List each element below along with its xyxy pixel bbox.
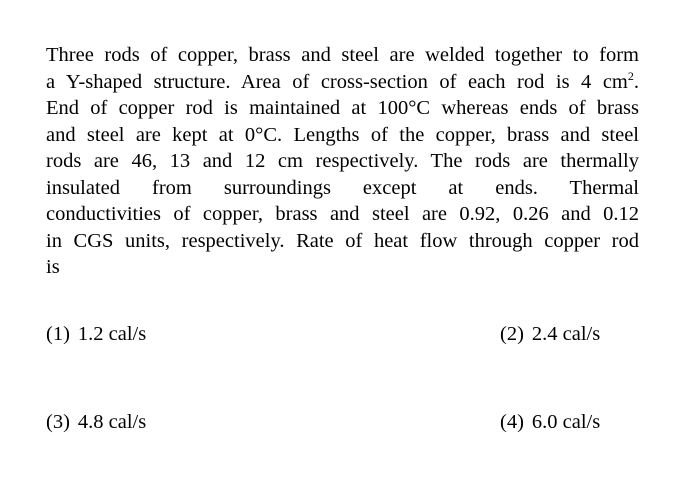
- area-exponent: 2: [627, 68, 634, 83]
- option-2-number: (2): [500, 323, 524, 345]
- option-3-number: (3): [46, 411, 70, 433]
- question-text: [46, 42, 639, 281]
- option-4-number: (4): [500, 411, 524, 433]
- question-line: insulated from surroundings except at ends. Thermal: [46, 176, 639, 199]
- option-1-text: 1.2 cal/s: [77, 323, 147, 345]
- option-1-number: (1): [46, 323, 70, 345]
- question-line: rods are 46, 13 and 12 cm respectively. The rods are thermally: [46, 150, 639, 172]
- option-2-text: 2.4 cal/s: [531, 323, 601, 345]
- option-4-text: 6.0 cal/s: [531, 411, 601, 433]
- question-line: conductivities of copper, brass and steel are 0.92, 0.26 and 0.12: [46, 203, 639, 225]
- area-suffix: .: [633, 70, 639, 93]
- option-1[interactable]: [46, 322, 146, 346]
- question-line: is: [46, 256, 60, 278]
- option-4[interactable]: [500, 410, 600, 434]
- question-line-text: a Y-shaped structure. Area of cross-section of each rod is 4 cm: [46, 70, 628, 93]
- question-line: and steel are kept at 0°C. Lengths of the copper, brass and steel: [46, 123, 639, 146]
- question-line: Three rods of copper, brass and steel are welded together to form: [46, 44, 639, 66]
- question-line: in CGS units, respectively. Rate of heat flow through copper rod: [46, 229, 639, 252]
- option-3[interactable]: [46, 410, 146, 434]
- option-3-text: 4.8 cal/s: [77, 411, 147, 433]
- question-line: [46, 69, 639, 96]
- question-line: End of copper rod is maintained at 100°C whereas ends of brass: [46, 97, 639, 119]
- option-2[interactable]: [500, 322, 600, 346]
